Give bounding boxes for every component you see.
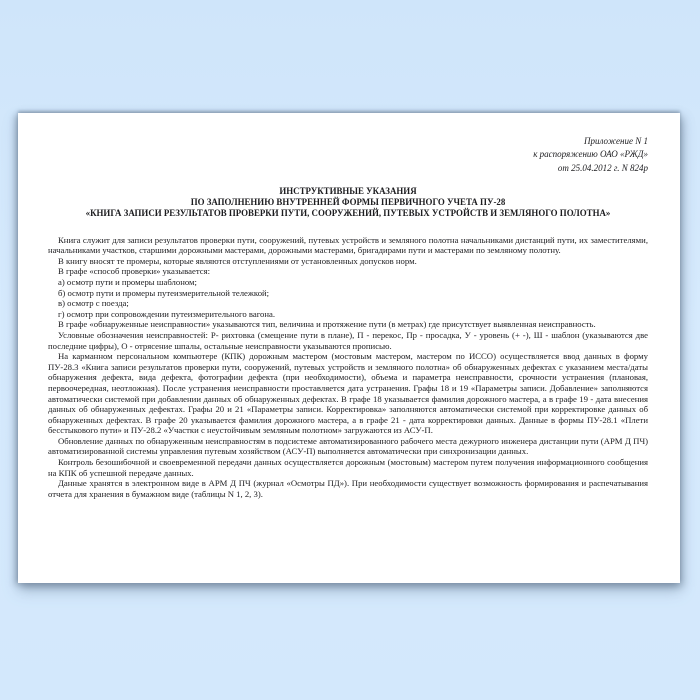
annex-line: к распоряжению ОАО «РЖД» xyxy=(533,149,648,160)
list-item: в) осмотр с поезда; xyxy=(58,298,129,309)
paragraph: В книгу вносят те промеры, которые являются отступлениями от установленных допусков норм. xyxy=(58,255,417,266)
paragraph: На карманном персональном компьютере (КПК) дорожным мастером (мостовым мастером, мастером по ИССО) осуществляется ввод данных в форму ПУ-28.3 «Книга записи результатов проверки пути, сооружений, путевых устройств и земляного полотна» об обнаруженных дефектах с указанием места/даты обнаружения дефекта, вида дефекта, фотографии дефекта (при необходимости), объема и параметра неисправности, срочности устранения (плановая, первоочередная, неотложная). После устранения неисправности проставляется дата устранения. Графы 18 и 19 «Параметры записи. Добавление» заполняются автоматически системой при добавлении данных об обнаруженных дефектах. В графе 18 указывается фамилия дорожного мастера, а в графе 19 - дата внесения данных об обнаруженных дефектах. Графы 20 и 21 «Параметры записи. Корректировка» заполняются автоматически системой при корректировке данных об обнаруженных дефектах. В графе 20 указывается фамилия дорожного мастера, а в графе 21 - дата корректировки данных. Данные в формы ПУ-28.1 «Плети бесстыкового пути» и ПУ-28.2 «Участки с неустойчивым земляным полотном» загружаются из АСУ-П. xyxy=(48,351,648,436)
paragraph: Книга служит для записи результатов проверки пути, сооружений, путевых устройств и земляного полотна начальниками дистанций пути, их заместителями, начальниками участков, старшими дорожными мастерами, дорожными мастерами, бригадирами пути и мастерами по земляному полотну. xyxy=(48,234,648,256)
paragraph: Условные обозначения неисправностей: Р- рихтовка (смещение пути в плане), П - перекос, Пр - просадка, У - уровень (+ -), Ш - шаблон (указываются две последние цифры), О - отрясение шпалы, остальные неисправности указываются прописью. xyxy=(48,329,648,351)
list-item: г) осмотр при сопровождении путеизмерительного вагона. xyxy=(58,308,276,319)
paragraph: В графе «способ проверки» указывается: xyxy=(58,266,210,277)
document-body xyxy=(48,235,648,500)
title-line: «КНИГА ЗАПИСИ РЕЗУЛЬТАТОВ ПРОВЕРКИ ПУТИ, СООРУЖЕНИЙ, ПУТЕВЫХ УСТРОЙСТВ И ЗЕМЛЯНОГО ПОЛОТНА» xyxy=(85,207,611,218)
list-item: а) осмотр пути и промеры шаблоном; xyxy=(58,276,197,287)
paragraph: В графе «обнаруженные неисправности» указываются тип, величина и протяжение пути (в метрах) где присутствует выявленная неисправность. xyxy=(58,319,596,330)
annex-reference xyxy=(48,135,648,175)
document-page xyxy=(18,113,680,583)
list-item: б) осмотр пути и промеры путеизмерительной тележкой; xyxy=(58,287,270,298)
annex-line: от 25.04.2012 г. N 824р xyxy=(557,162,648,173)
title-line: ИНСТРУКТИВНЫЕ УКАЗАНИЯ xyxy=(279,186,417,197)
annex-line: Приложение N 1 xyxy=(583,136,648,146)
paragraph: Данные хранятся в электронном виде в АРМ Д ПЧ (журнал «Осмотры ПД»). При необходимости существует возможность формирования и распечатывания отчета для хранения в бумажном виде (таблицы N 1, 2, 3). xyxy=(48,478,648,499)
document-title xyxy=(48,186,648,218)
title-line: ПО ЗАПОЛНЕНИЮ ВНУТРЕННЕЙ ФОРМЫ ПЕРВИЧНОГО УЧЕТА ПУ-28 xyxy=(190,197,506,208)
paragraph: Контроль безошибочной и своевременной передачи данных осуществляется дорожным (мостовым) мастером путем получения информационного сообщения на КПК об успешной передаче данных. xyxy=(48,457,648,478)
paragraph: Обновление данных по обнаруженным неисправностям в подсистеме автоматизированного рабочего места дежурного инженера дистанции пути (АРМ Д ПЧ) автоматизированной системы управления путевым хозяйством (АСУ-П) выполняется автоматически при синхронизации данных. xyxy=(48,435,648,457)
